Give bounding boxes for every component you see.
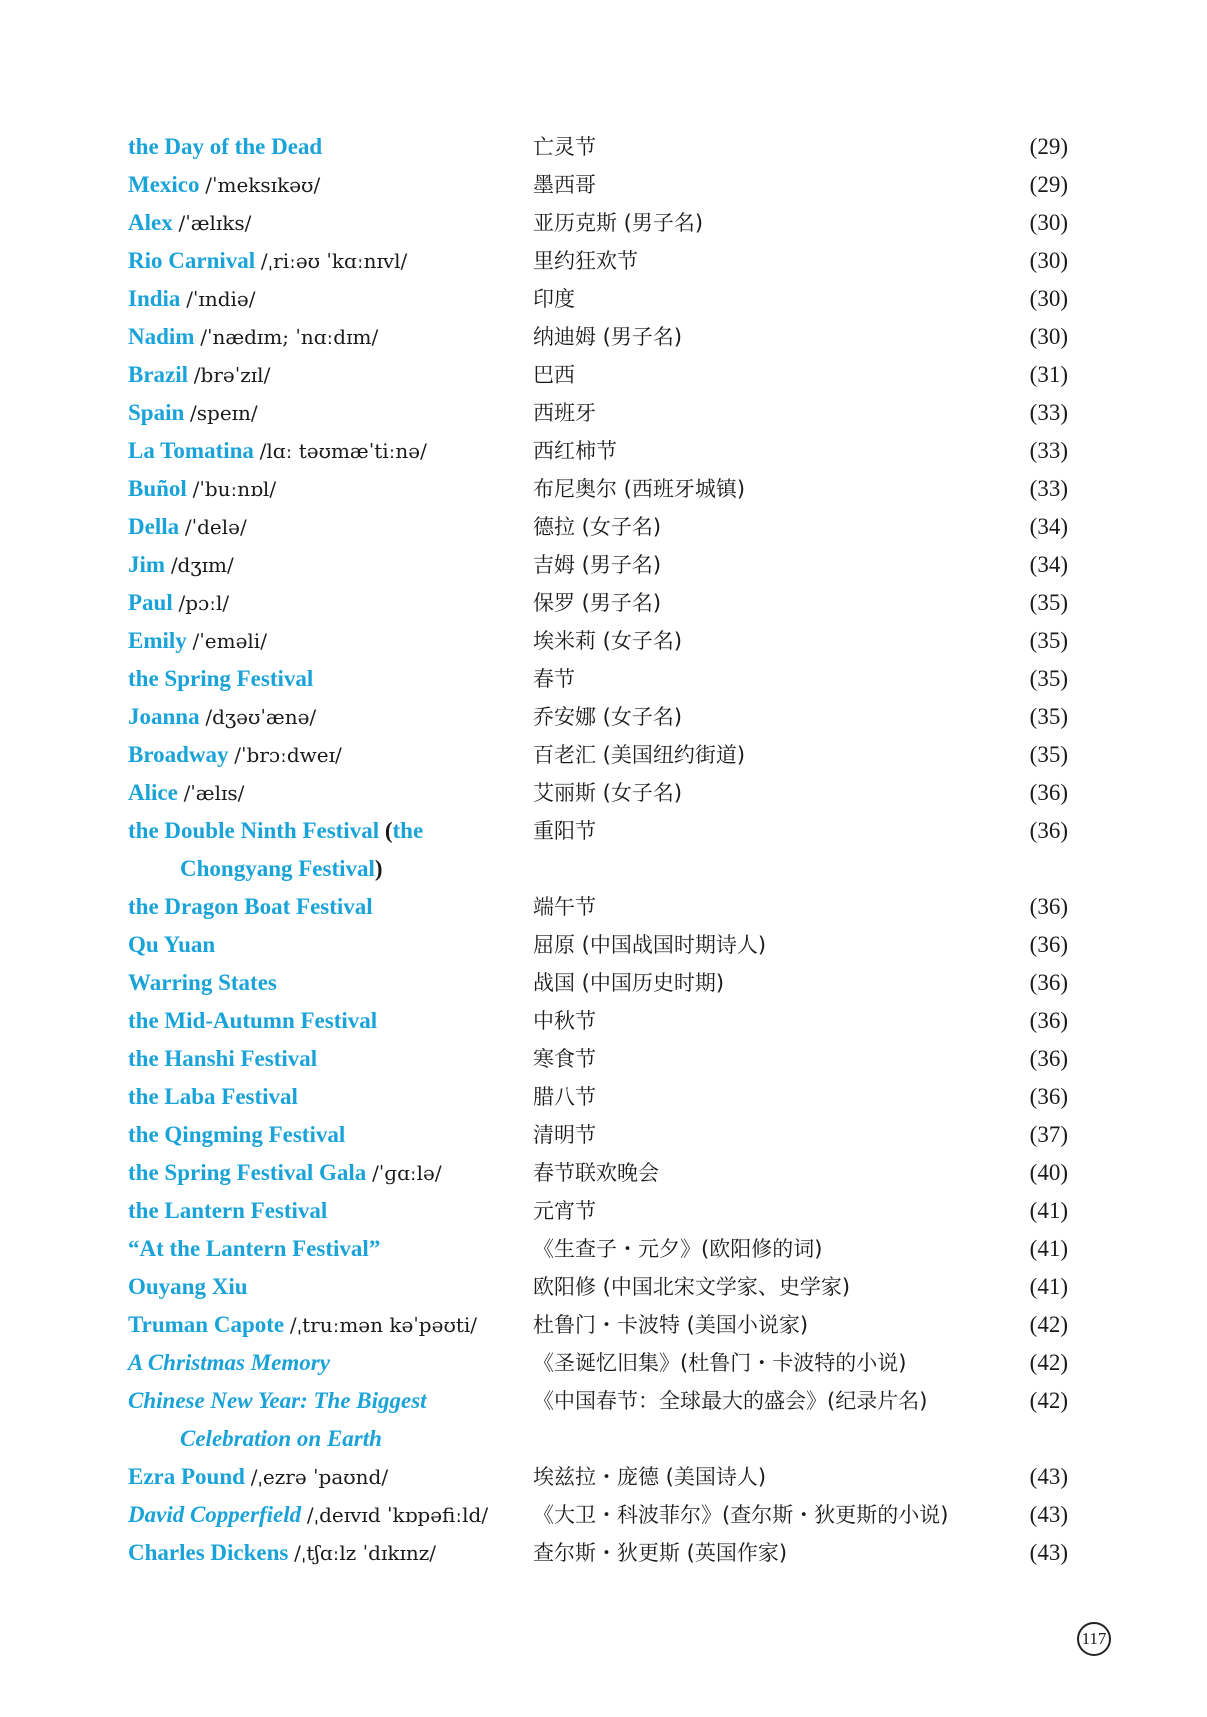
page-reference: (35) (1029, 742, 1068, 767)
list-item (128, 280, 1068, 318)
term: Joanna (128, 704, 200, 729)
page-reference: (36) (1029, 894, 1068, 919)
chinese-translation: 亚历克斯 (男子名) (533, 211, 704, 235)
entry-english (128, 1154, 528, 1192)
entry-english (128, 1458, 528, 1496)
page-reference: (41) (1029, 1236, 1068, 1261)
entry-english (128, 470, 528, 508)
page-reference: (36) (1029, 1008, 1068, 1033)
chinese-translation: 中秋节 (533, 1009, 596, 1033)
pronunciation: /ˈmeksɪkəʊ/ (205, 173, 321, 197)
pronunciation: /dʒəʊˈænə/ (205, 705, 317, 729)
term: Alice (128, 780, 178, 805)
list-item (128, 812, 1068, 888)
term: Emily (128, 628, 187, 653)
term: Nadim (128, 324, 195, 349)
chinese-translation: 吉姆 (男子名) (533, 553, 662, 577)
pronunciation: /ˌdeɪvɪd ˈkɒpəfiːld/ (306, 1503, 489, 1527)
page-reference: (35) (1029, 666, 1068, 691)
entry-english (128, 1268, 528, 1306)
term: the Lantern Festival (128, 1198, 328, 1223)
page-reference: (36) (1029, 780, 1068, 805)
pronunciation: /ˌezrə ˈpaʊnd/ (250, 1465, 389, 1489)
entry-english (128, 1496, 528, 1534)
term: Jim (128, 552, 166, 577)
term: the Day of the Dead (128, 134, 323, 159)
list-item (128, 470, 1068, 508)
list-item (128, 1496, 1068, 1534)
entry-english (128, 698, 528, 736)
term: the Mid-Autumn Festival (128, 1008, 378, 1033)
term: Della (128, 514, 180, 539)
pronunciation: /ˈbrɔːdweɪ/ (234, 743, 342, 767)
chinese-translation: 重阳节 (533, 819, 596, 843)
list-item (128, 1230, 1068, 1268)
chinese-translation: 屈原 (中国战国时期诗人) (533, 933, 767, 957)
term: Brazil (128, 362, 189, 387)
pronunciation: /pɔːl/ (178, 591, 230, 615)
list-item (128, 166, 1068, 204)
chinese-translation: 纳迪姆 (男子名) (533, 325, 683, 349)
page-reference: (29) (1029, 172, 1068, 197)
pronunciation: /ˈælɪks/ (178, 211, 252, 235)
entry-english (128, 394, 528, 432)
list-item (128, 1002, 1068, 1040)
list-item (128, 204, 1068, 242)
page-reference: (35) (1029, 628, 1068, 653)
page-reference: (41) (1029, 1198, 1068, 1223)
pronunciation: /ˌtʃɑːlz ˈdɪkɪnz/ (294, 1541, 437, 1565)
chinese-translation: 春节联欢晚会 (533, 1161, 659, 1185)
chinese-translation: 埃米莉 (女子名) (533, 629, 683, 653)
chinese-translation: 西红柿节 (533, 439, 617, 463)
list-item (128, 1078, 1068, 1116)
chinese-translation: 乔安娜 (女子名) (533, 705, 683, 729)
term: Spain (128, 400, 185, 425)
entry-english (128, 964, 528, 1002)
pronunciation: /ˈɡɑːlə/ (372, 1161, 442, 1185)
list-item (128, 660, 1068, 698)
list-item (128, 1534, 1068, 1572)
entry-english (128, 318, 528, 356)
term: “At the Lantern Festival” (128, 1236, 381, 1261)
chinese-translation: 印度 (533, 287, 575, 311)
list-item (128, 622, 1068, 660)
entry-english (128, 1192, 528, 1230)
list-item (128, 356, 1068, 394)
page-reference: (33) (1029, 400, 1068, 425)
term: the Qingming Festival (128, 1122, 346, 1147)
list-item (128, 1040, 1068, 1078)
entry-english (128, 1344, 528, 1382)
entry-english (128, 1534, 528, 1572)
term: Rio Carnival (128, 248, 256, 273)
entry-english (128, 736, 528, 774)
entry-english (128, 926, 528, 964)
list-item (128, 1344, 1068, 1382)
page-reference: (36) (1029, 1046, 1068, 1071)
page-reference: (33) (1029, 438, 1068, 463)
page-reference: (36) (1029, 970, 1068, 995)
chinese-translation: 查尔斯・狄更斯 (英国作家) (533, 1541, 788, 1565)
list-item (128, 584, 1068, 622)
entry-english (128, 128, 528, 166)
entry-english (128, 774, 528, 812)
list-item (128, 698, 1068, 736)
pronunciation: /speɪn/ (190, 401, 258, 425)
chinese-translation: 《生查子・元夕》(欧阳修的词) (533, 1237, 823, 1261)
list-item (128, 1192, 1068, 1230)
chinese-translation: 里约狂欢节 (533, 249, 638, 273)
pronunciation: /ˈeməli/ (192, 629, 267, 653)
pronunciation: /ˌriːəʊ ˈkɑːnɪvl/ (260, 249, 408, 273)
page-reference: (42) (1029, 1388, 1068, 1413)
chinese-translation: 清明节 (533, 1123, 596, 1147)
chinese-translation: 《圣诞忆旧集》(杜鲁门・卡波特的小说) (533, 1351, 907, 1375)
term: Truman Capote (128, 1312, 285, 1337)
chinese-translation: 战国 (中国历史时期) (533, 971, 725, 995)
entry-english (128, 546, 528, 584)
page-reference: (31) (1029, 362, 1068, 387)
page-reference: (36) (1029, 1084, 1068, 1109)
page-reference: (30) (1029, 248, 1068, 273)
chinese-translation: 杜鲁门・卡波特 (美国小说家) (533, 1313, 809, 1337)
pronunciation: /ˈælɪs/ (183, 781, 245, 805)
page-reference: (42) (1029, 1350, 1068, 1375)
chinese-translation: 西班牙 (533, 401, 596, 425)
pronunciation: /ˈɪndiə/ (186, 287, 256, 311)
list-item (128, 1268, 1068, 1306)
chinese-translation: 欧阳修 (中国北宋文学家、史学家) (533, 1275, 851, 1299)
chinese-translation: 《中国春节：全球最大的盛会》(纪录片名) (533, 1389, 928, 1413)
term: the Spring Festival Gala (128, 1160, 367, 1185)
page-reference: (34) (1029, 514, 1068, 539)
list-item (128, 888, 1068, 926)
entry-english (128, 584, 528, 622)
page-reference: (35) (1029, 704, 1068, 729)
list-item (128, 774, 1068, 812)
chinese-translation: 腊八节 (533, 1085, 596, 1109)
pronunciation: /dʒɪm/ (170, 553, 234, 577)
term: the Spring Festival (128, 666, 314, 691)
entry-english (128, 660, 528, 698)
list-item (128, 1382, 1068, 1458)
glossary-list (128, 128, 1068, 1572)
page-reference: (40) (1029, 1160, 1068, 1185)
entry-english (128, 1306, 528, 1344)
chinese-translation: 布尼奥尔 (西班牙城镇) (533, 477, 746, 501)
term: Qu Yuan (128, 932, 216, 957)
list-item (128, 1306, 1068, 1344)
entry-english (128, 1078, 528, 1116)
page-reference: (33) (1029, 476, 1068, 501)
chinese-translation: 埃兹拉・庞德 (美国诗人) (533, 1465, 767, 1489)
list-item (128, 242, 1068, 280)
term: David Copperfield (128, 1502, 302, 1527)
list-item (128, 318, 1068, 356)
entry-english (128, 432, 528, 470)
chinese-translation: 百老汇 (美国纽约街道) (533, 743, 746, 767)
entry-english (128, 242, 528, 280)
entry-english (128, 812, 528, 888)
entry-english (128, 1002, 528, 1040)
list-item (128, 1154, 1068, 1192)
term: Mexico (128, 172, 200, 197)
chinese-translation: 德拉 (女子名) (533, 515, 662, 539)
page-reference: (30) (1029, 324, 1068, 349)
list-item (128, 1458, 1068, 1496)
term: La Tomatina (128, 438, 254, 463)
term: Ouyang Xiu (128, 1274, 248, 1299)
term: Warring States (128, 970, 277, 995)
list-item (128, 432, 1068, 470)
entry-english (128, 888, 528, 926)
pronunciation: /brəˈzɪl/ (193, 363, 271, 387)
page-reference: (41) (1029, 1274, 1068, 1299)
term: Buñol (128, 476, 187, 501)
entry-english (128, 356, 528, 394)
term: Ezra Pound (128, 1464, 245, 1489)
list-item (128, 546, 1068, 584)
page-reference: (35) (1029, 590, 1068, 615)
chinese-translation: 《大卫・科波菲尔》(查尔斯・狄更斯的小说) (533, 1503, 949, 1527)
term: Broadway (128, 742, 229, 767)
term: Paul (128, 590, 173, 615)
chinese-translation: 元宵节 (533, 1199, 596, 1223)
entry-english (128, 204, 528, 242)
page-reference: (43) (1029, 1540, 1068, 1565)
pronunciation: /ˈbuːnɒl/ (192, 477, 277, 501)
pronunciation: /ˌtruːmən kəˈpəʊti/ (289, 1313, 478, 1337)
list-item (128, 926, 1068, 964)
term: the Laba Festival (128, 1084, 298, 1109)
page-reference: (43) (1029, 1502, 1068, 1527)
list-item (128, 964, 1068, 1002)
entry-english (128, 1382, 528, 1458)
page-reference: (42) (1029, 1312, 1068, 1337)
entry-english (128, 280, 528, 318)
list-item (128, 508, 1068, 546)
pronunciation: /ˈnædɪm; ˈnɑːdɪm/ (200, 325, 379, 349)
page-reference: (34) (1029, 552, 1068, 577)
page-reference: (37) (1029, 1122, 1068, 1147)
chinese-translation: 寒食节 (533, 1047, 596, 1071)
chinese-translation: 艾丽斯 (女子名) (533, 781, 683, 805)
chinese-translation: 亡灵节 (533, 135, 596, 159)
term: Alex (128, 210, 173, 235)
entry-english (128, 508, 528, 546)
chinese-translation: 巴西 (533, 363, 575, 387)
page-reference: (29) (1029, 134, 1068, 159)
page-number: 117 (1077, 1622, 1111, 1656)
entry-english (128, 1116, 528, 1154)
pronunciation: /lɑː təʊmæˈtiːnə/ (259, 439, 427, 463)
entry-english (128, 1230, 528, 1268)
term: Charles Dickens (128, 1540, 289, 1565)
list-item (128, 1116, 1068, 1154)
chinese-translation: 春节 (533, 667, 575, 691)
list-item (128, 128, 1068, 166)
pronunciation: /ˈdelə/ (184, 515, 247, 539)
chinese-translation: 保罗 (男子名) (533, 591, 662, 615)
term: the Double Ninth Festival (the Chongyang Festival) (128, 818, 424, 881)
entry-english (128, 166, 528, 204)
page-reference: (30) (1029, 210, 1068, 235)
list-item (128, 736, 1068, 774)
entry-english (128, 1040, 528, 1078)
term: Chinese New Year: The Biggest Celebration on Earth (128, 1388, 427, 1451)
term: India (128, 286, 181, 311)
page-reference: (36) (1029, 818, 1068, 843)
term: A Christmas Memory (128, 1350, 330, 1375)
term: the Hanshi Festival (128, 1046, 318, 1071)
entry-english (128, 622, 528, 660)
term: the Dragon Boat Festival (128, 894, 373, 919)
page-reference: (36) (1029, 932, 1068, 957)
list-item (128, 394, 1068, 432)
page-reference: (30) (1029, 286, 1068, 311)
page-reference: (43) (1029, 1464, 1068, 1489)
chinese-translation: 端午节 (533, 895, 596, 919)
chinese-translation: 墨西哥 (533, 173, 596, 197)
